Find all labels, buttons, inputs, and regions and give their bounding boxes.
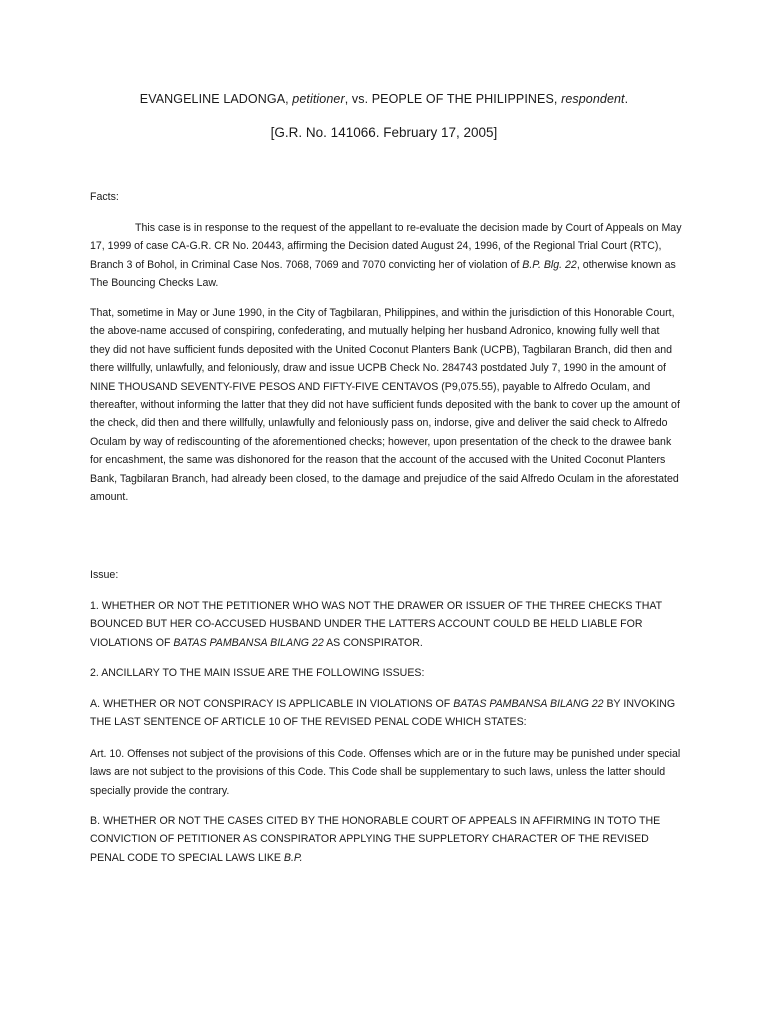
- issue-a: A. WHETHER OR NOT CONSPIRACY IS APPLICABLE IN VIOLATIONS OF BATAS PAMBANSA BILANG 22 BY INVOKING THE LAST SENTENCE OF ARTICLE 10 OF THE REVISED PENAL CODE WHICH STATES:: [90, 698, 676, 729]
- respondent-name: PEOPLE OF THE PHILIPPINES,: [371, 92, 562, 106]
- issue-b: B. WHETHER OR NOT THE CASES CITED BY THE HONORABLE COURT OF APPEALS IN AFFIRMING IN TOTO THE CONVICTION OF PETITIONER AS CONSPIRATOR APPLYING THE SUPPLETORY CHARACTER OF THE REVISED PENAL CODE TO SPECIAL LAWS LIKE B.P.: [90, 815, 661, 864]
- facts-heading: Facts:: [90, 191, 119, 203]
- article-10-quote: Art. 10. Offenses not subject of the provisions of this Code. Offenses which are or in the future may be punished under special laws are not subject to the provisions of this Code. This Code shall be supplementary to such laws, unless the latter should specially provide the contrary.: [90, 748, 681, 797]
- respondent-role: respondent: [561, 92, 625, 106]
- facts-paragraph-1: This case is in response to the request of the appellant to re-evaluate the decision made by Court of Appeals on May 17, 1999 of case CA-G.R. CR No. 20443, affirming the Decision dated August 24, 1996, of the Regional Trial Court (RTC), Branch 3 of Bohol, in Criminal Case Nos. 7068, 7069 and 7070 convicting her of violation of B.P. Blg. 22, otherwise known as The Bouncing Checks Law.: [90, 222, 682, 290]
- title-period: .: [624, 92, 629, 106]
- petitioner-name: EVANGELINE LADONGA,: [139, 92, 293, 106]
- issue-1: 1. WHETHER OR NOT THE PETITIONER WHO WAS NOT THE DRAWER OR ISSUER OF THE THREE CHECKS THAT BOUNCED BUT HER CO-ACCUSED HUSBAND UNDER THE LATTERS ACCOUNT COULD BE HELD LIABLE FOR VIOLATIONS OF BATAS PAMBANSA BILANG 22 AS CONSPIRATOR.: [90, 600, 662, 649]
- issue-heading: Issue:: [90, 569, 119, 581]
- facts-paragraph-2: That, sometime in May or June 1990, in the City of Tagbilaran, Philippines, and within the jurisdiction of this Honorable Court, the above-name accused of conspiring, confederating, and mutually helping her husband Adronico, knowing fully well that they did not have sufficient funds deposited with the United Coconut Planters Bank (UCPB), Tagbilaran Branch, did then and there willfully, unlawfully, and feloniously, draw and issue UCPB Check No. 284743 postdated July 7, 1990 in the amount of NINE THOUSAND SEVENTY-FIVE PESOS AND FIFTY-FIVE CENTAVOS (P9,075.55), payable to Alfredo Oculam, and thereafter, without informing the latter that they did not have sufficient funds deposited with the bank to cover up the amount of the check, did then and there willfully, unlawfully and feloniously pass on, indorse, give and deliver the said check to Alfredo Oculam by way of rediscounting of the aforementioned checks; however, upon presentation of the check to the drawee bank for encashment, the same was dishonored for the reason that the account of the accused with the United Coconut Planters Bank, Tagbilaran Branch, had already been closed, to the damage and prejudice of the said Alfredo Oculam in the aforestated amount.: [90, 307, 680, 504]
- petitioner-role: petitioner: [292, 92, 345, 106]
- versus: , vs.: [344, 92, 372, 106]
- gr-number: [G.R. No. 141066. February 17, 2005]: [270, 125, 498, 140]
- case-title: [0, 92, 768, 106]
- issue-2: 2. ANCILLARY TO THE MAIN ISSUE ARE THE FOLLOWING ISSUES:: [90, 667, 425, 679]
